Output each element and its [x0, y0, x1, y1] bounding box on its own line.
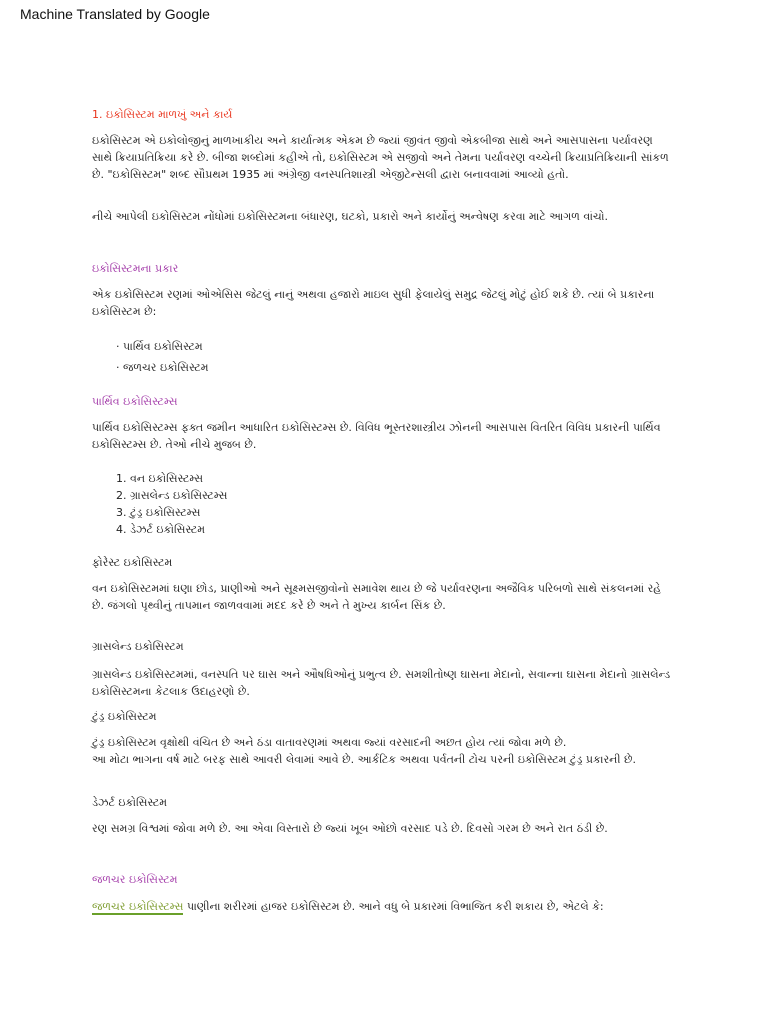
intro-paragraph: ઇકોસિસ્ટમ એ ઇકોલોજીનું માળખાકીય અને કાર્યાત્મક એકમ છે જ્યાં જીવંત જીવો એકબીજા સાથે અને આસપાસના પર્યાવરણ સાથે ક્રિયાપ્રતિક્રિયા કરે છે. બીજા શબ્દોમાં કહીએ તો, ઇકોસિસ્ટમ એ સજીવો અને તેમના પર્યાવરણ વચ્ચેની ક્રિયાપ્રતિક્રિયાની સાંકળ છે. "ઇકોસિસ્ટમ" શબ્દ સૌપ્રથમ 1935 માં અંગ્રેજી વનસ્પતિશાસ્ત્રી એજીટેન્સલી દ્વારા બનાવવામાં આવ્યો હતો. [92, 134, 669, 181]
read-on-paragraph: નીચે આપેલી ઇકોસિસ્ટમ નોંધોમાં ઇકોસિસ્ટમના બંધારણ, ઘટકો, પ્રકારો અને કાર્યોનું અન્વેષણ કરવા માટે આગળ વાંચો. [92, 210, 608, 223]
terrestrial-list [92, 470, 672, 538]
list-item: 1. વન ઇકોસિસ્ટમ્સ [116, 472, 204, 485]
aquatic-ecosystems-link[interactable]: જળચર ઇકોસિસ્ટમ્સ [92, 900, 184, 913]
grassland-paragraph: ગ્રાસલેન્ડ ઇકોસિસ્ટમમાં, વનસ્પતિ પર ઘાસ અને ઔષધિઓનું પ્રભુત્વ છે. સમશીતોષ્ણ ઘાસના મેદાનો, સવાન્ના ઘાસના મેદાનો ગ્રાસલેન્ડ ઇકોસિસ્ટમના કેટલાક ઉદાહરણો છે. [92, 668, 671, 698]
list-item: 2. ગ્રાસલેન્ડ ઇકોસિસ્ટમ્સ [116, 489, 228, 502]
terrestrial-paragraph: પાર્થિવ ઇકોસિસ્ટમ્સ ફક્ત જમીન આધારિત ઇકોસિસ્ટમ્સ છે. વિવિધ ભૂસ્તરશાસ્ત્રીય ઝોનની આસપાસ વિતરિત વિવિધ પ્રકારની પાર્થિવ ઇકોસિસ્ટમ્સ છે. તેઓ નીચે મુજબ છે. [92, 421, 661, 451]
types-heading: ઇકોસિસ્ટમના પ્રકાર [92, 262, 179, 275]
aquatic-paragraph [92, 898, 672, 915]
forest-paragraph: વન ઇકોસિસ્ટમમાં ઘણા છોડ, પ્રાણીઓ અને સૂક્ષ્મસજીવોનો સમાવેશ થાય છે જે પર્યાવરણના અજૈવિક પરિબળો સાથે સંકલનમાં રહે છે. જંગલો પૃથ્વીનું તાપમાન જાળવવામાં મદદ કરે છે અને તે મુખ્ય કાર્બન સિંક છે. [92, 582, 662, 612]
tundra-heading: ટુંડ્ર ઇકોસિસ્ટમ [92, 710, 157, 723]
desert-heading: ડેઝર્ટ ઇકોસિસ્ટમ [92, 796, 168, 809]
grassland-heading: ગ્રાસલેન્ડ ઇકોસિસ્ટમ [92, 640, 184, 653]
aquatic-heading: જળચર ઇકોસિસ્ટમ [92, 873, 178, 886]
section-title: 1. ઇકોસિસ્ટમ માળખું અને કાર્ય [92, 108, 233, 121]
list-item: 4. ડેઝર્ટ ઇકોસિસ્ટમ [116, 523, 206, 536]
list-item: 3. ટુંડ્ર ઇકોસિસ્ટમ્સ [116, 506, 201, 519]
machine-translated-banner: Machine Translated by Google [20, 6, 210, 22]
tundra-paragraph-2: આ મોટા ભાગના વર્ષ માટે બરફ સાથે આવરી લેવામાં આવે છે. આર્કટિક અથવા પર્વતની ટોચ પરની ઇકોસિસ્ટમ ટુંડ્ર પ્રકારની છે. [92, 753, 636, 766]
types-list [92, 338, 672, 376]
desert-paragraph: રણ સમગ્ર વિશ્વમાં જોવા મળે છે. આ એવા વિસ્તારો છે જ્યાં ખૂબ ઓછો વરસાદ પડે છે. દિવસો ગરમ છે અને રાત ઠંડી છે. [92, 822, 608, 835]
forest-heading: ફોરેસ્ટ ઇકોસિસ્ટમ [92, 556, 173, 569]
list-item: · પાર્થિવ ઇકોસિસ્ટમ [116, 340, 203, 353]
types-paragraph: એક ઇકોસિસ્ટમ રણમાં ઓએસિસ જેટલું નાનું અથવા હજારો માઇલ સુધી ફેલાયેલું સમુદ્ર જેટલું મોટું હોઈ શકે છે. ત્યાં બે પ્રકારના ઇકોસિસ્ટમ છે: [92, 288, 655, 318]
tundra-paragraph-1: ટુંડ્ર ઇકોસિસ્ટમ વૃક્ષોથી વંચિત છે અને ઠંડા વાતાવરણમાં અથવા જ્યાં વરસાદની અછત હોય ત્યાં જોવા મળે છે. [92, 736, 567, 749]
aquatic-paragraph-text: પાણીના શરીરમાં હાજર ઇકોસિસ્ટમ છે. આને વધુ બે પ્રકારમાં વિભાજિત કરી શકાય છે, એટલે કે: [183, 900, 604, 913]
list-item: · જળચર ઇકોસિસ્ટમ [116, 361, 209, 374]
terrestrial-heading: પાર્થિવ ઇકોસિસ્ટમ્સ [92, 395, 178, 408]
